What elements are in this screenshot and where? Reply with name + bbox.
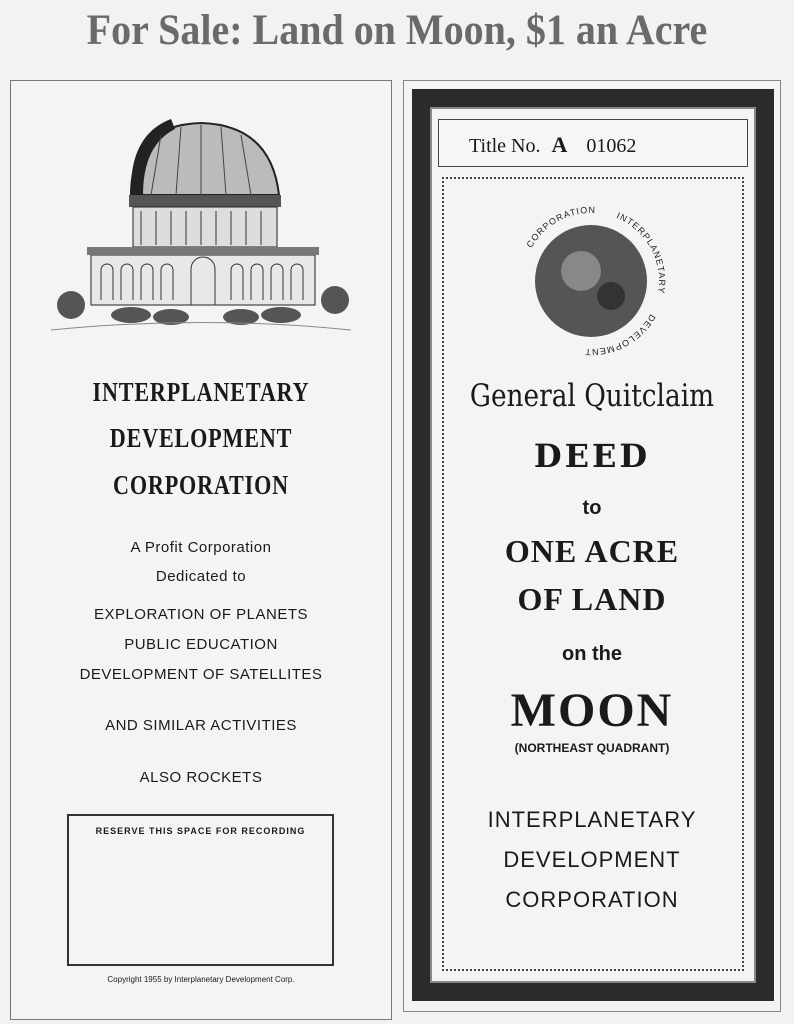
title-label: Title No.	[469, 135, 541, 157]
of-land-text: OF LAND	[517, 581, 667, 617]
deed-cover	[403, 80, 781, 1012]
corporation-name-line-3: CORPORATION	[113, 470, 289, 500]
profit-text: A Profit Corporation	[130, 539, 272, 556]
seal-text-left: CORPORATION	[524, 204, 596, 250]
moon-text: MOON	[510, 684, 674, 737]
headline: For Sale: Land on Moon, $1 an Acre	[86, 7, 708, 54]
corp-line-2: DEVELOPMENT	[503, 847, 681, 872]
one-acre-text: ONE ACRE	[504, 533, 680, 569]
to-text: to	[582, 497, 602, 519]
quadrant-text: (NORTHEAST QUADRANT)	[514, 741, 670, 755]
activity-item: EXPLORATION OF PLANETS	[93, 606, 309, 623]
corp-line-3: CORPORATION	[505, 887, 679, 912]
copyright-text: Copyright 1955 by Interplanetary Development Corp.	[107, 975, 295, 984]
corporation-name-line-2: DEVELOPMENT	[109, 423, 293, 453]
title-number-box	[438, 119, 748, 167]
on-the-text: on the	[562, 643, 622, 665]
title-number: 01062	[586, 135, 637, 157]
recording-space-box	[67, 814, 334, 966]
seal-text-right: DEVELOPMENT	[584, 312, 658, 358]
dedicated-text: Dedicated to	[155, 568, 247, 585]
observatory-building-illustration	[51, 115, 351, 357]
corporation-seal	[511, 201, 671, 361]
corporation-name-line-1: INTERPLANETARY	[92, 377, 310, 407]
left-pamphlet-cover	[10, 80, 392, 1020]
corp-line-1: INTERPLANETARY	[487, 807, 697, 832]
activity-item: PUBLIC EDUCATION	[124, 636, 278, 653]
similar-activities-text: AND SIMILAR ACTIVITIES	[105, 717, 297, 734]
rockets-text: ALSO ROCKETS	[139, 769, 263, 786]
activity-item: DEVELOPMENT OF SATELLITES	[79, 666, 323, 683]
recording-label: RESERVE THIS SPACE FOR RECORDING	[95, 826, 306, 836]
title-prefix: A	[551, 132, 568, 157]
seal-text-top: INTERPLANETARY	[615, 210, 668, 295]
deed-heading: DEED	[533, 437, 651, 475]
general-quitclaim: General Quitclaim	[469, 378, 715, 414]
